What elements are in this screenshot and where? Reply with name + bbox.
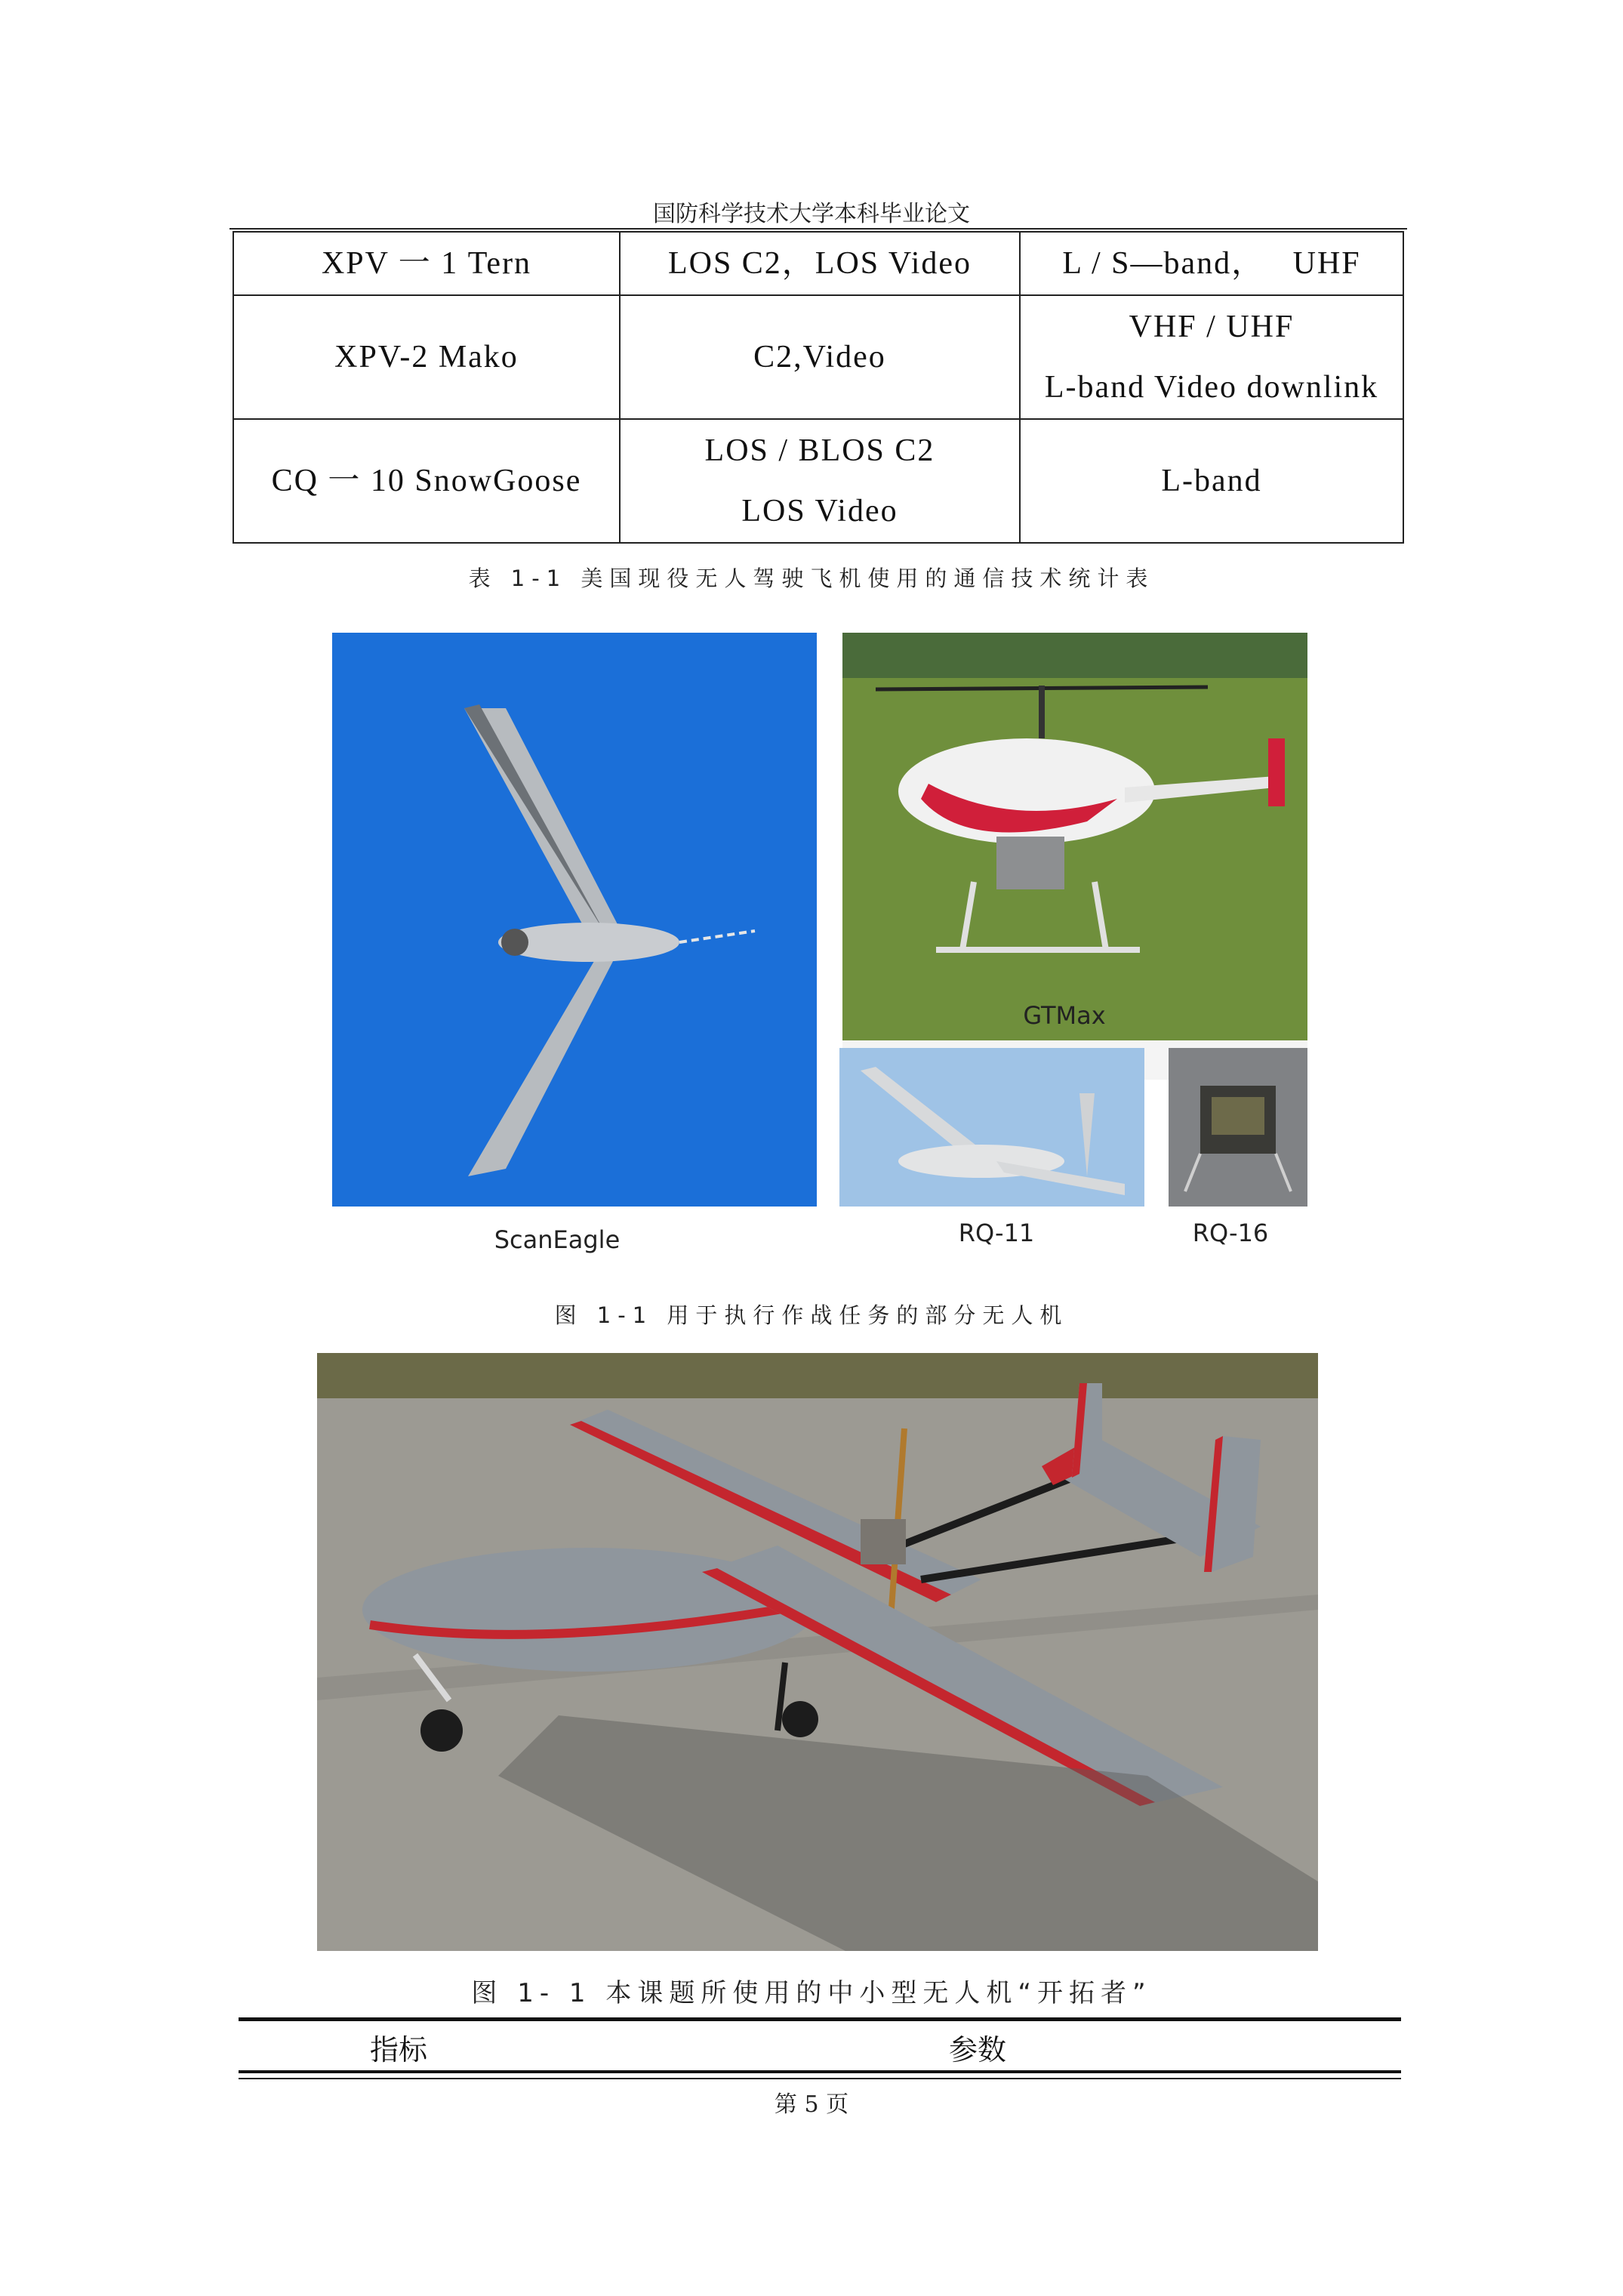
rq11-photo (839, 1048, 1144, 1207)
figure-caption-kaituozhe: 图 1- 1 本课题所使用的中小型无人机“开拓者” (471, 1978, 1152, 2008)
scaneagle-photo (332, 633, 817, 1207)
kaituozhe-uav-photo (317, 1353, 1318, 1951)
rq16-photo (1169, 1048, 1307, 1207)
table-cell-band: L / S—band， UHF (1020, 232, 1403, 295)
table2-top-rule (239, 2017, 1401, 2021)
table2-header-rule (239, 2070, 1401, 2073)
label-rq16: RQ-16 (1192, 1219, 1269, 1247)
table-cell-link: C2,Video (620, 295, 1020, 419)
table2-header-value: 参数 (949, 2033, 1007, 2066)
table-row (233, 419, 1403, 543)
page-header: 国防科学技术大学本科毕业论文 (653, 201, 970, 227)
label-rq11: RQ-11 (958, 1219, 1035, 1247)
table-row (233, 232, 1403, 295)
comm-table (233, 231, 1404, 544)
table-cell-link (620, 419, 1020, 543)
link-line: LOS Video (741, 494, 898, 529)
table-cell-name: CQ 一 10 SnowGoose (233, 419, 620, 543)
table2-header-metric: 指标 (370, 2033, 428, 2066)
page-number: 第 5 页 (774, 2091, 849, 2118)
table-cell-band: L-band (1020, 419, 1403, 543)
label-gtmax: GTMax (1023, 1001, 1106, 1030)
band-line: VHF / UHF (1129, 310, 1295, 344)
table2-header-rule-thin (239, 2078, 1401, 2079)
table-cell-name: XPV 一 1 Tern (233, 232, 620, 295)
table-row (233, 295, 1403, 419)
table-cell-band (1020, 295, 1403, 419)
table-cell-name: XPV-2 Mako (233, 295, 620, 419)
figure-caption: 图 1-1 用于执行作战任务的部分无人机 (554, 1302, 1069, 1328)
header-rule (229, 228, 1407, 230)
uav-figure-composite (332, 633, 1313, 1274)
link-line: LOS / BLOS C2 (704, 433, 935, 468)
table-cell-link: LOS C2，LOS Video (620, 232, 1020, 295)
label-scaneagle: ScanEagle (494, 1225, 621, 1254)
band-line: L-band Video downlink (1044, 370, 1379, 405)
table-caption: 表 1-1 美国现役无人驾驶飞机使用的通信技术统计表 (468, 566, 1155, 591)
